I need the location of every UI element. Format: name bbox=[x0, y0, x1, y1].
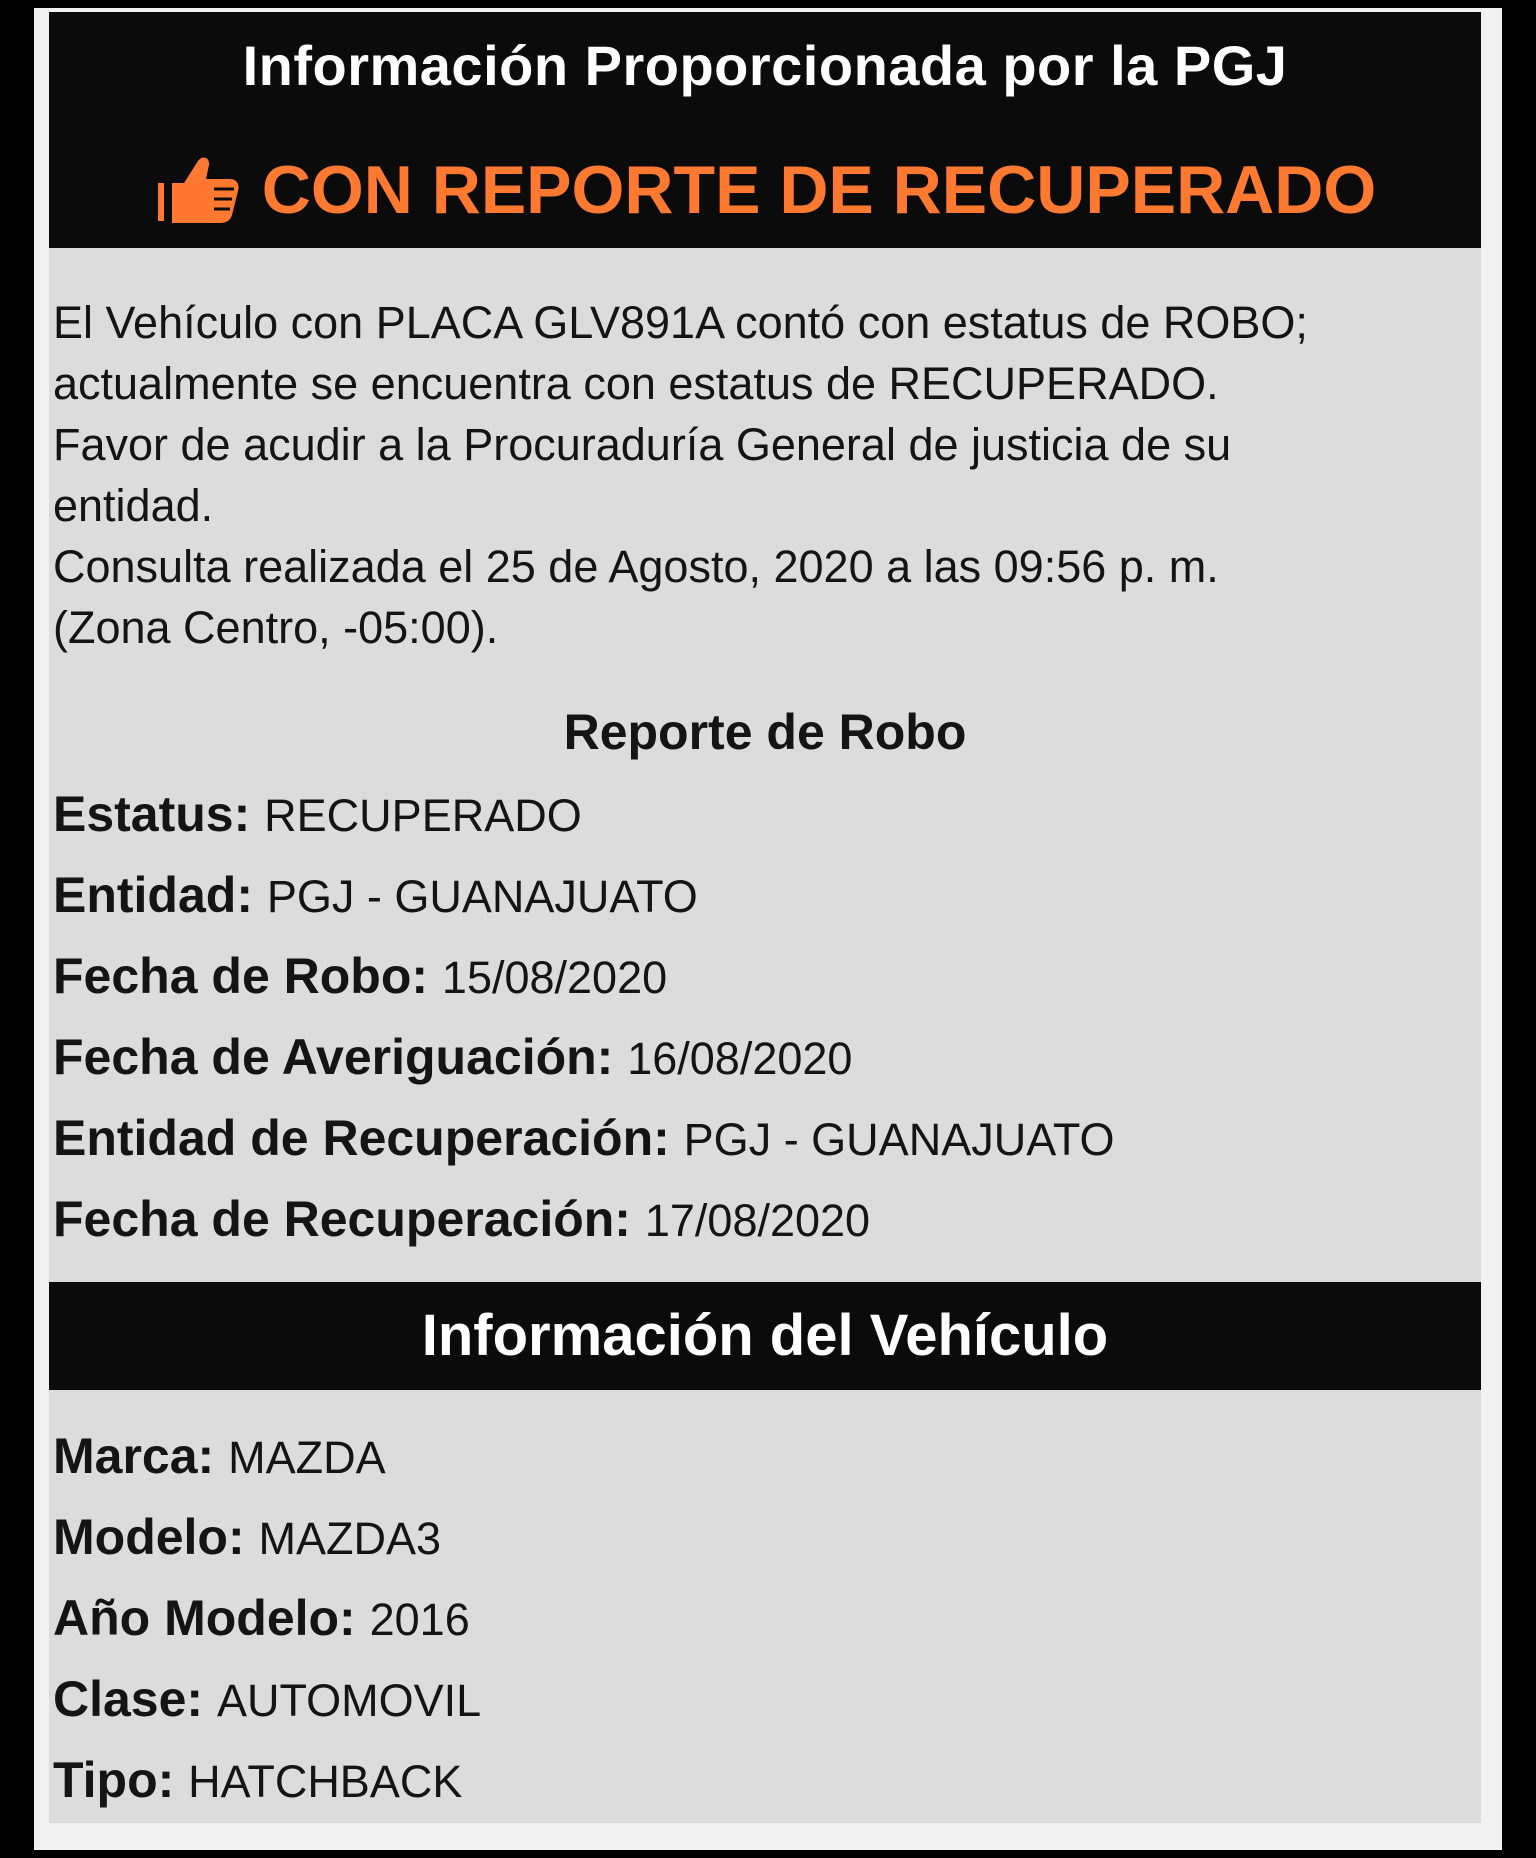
field-label: Clase: bbox=[53, 1671, 217, 1727]
field-entidad bbox=[53, 855, 1473, 936]
message-line: Favor de acudir a la Procuraduría General de justicia de su bbox=[53, 419, 1232, 470]
field-value: 2016 bbox=[369, 1594, 470, 1645]
field-value: PGJ - GUANAJUATO bbox=[683, 1114, 1115, 1165]
results-header bbox=[49, 12, 1481, 248]
field-fecha-recuperacion bbox=[53, 1179, 1473, 1260]
message-line: actualmente se encuentra con estatus de RECUPERADO. bbox=[53, 358, 1219, 409]
recovered-status-banner bbox=[49, 150, 1481, 230]
field-value: MAZDA3 bbox=[258, 1513, 442, 1564]
consult-timestamp: Consulta realizada el 25 de Agosto, 2020 a las 09:56 p. m. bbox=[53, 541, 1219, 592]
timezone-note: (Zona Centro, -05:00). bbox=[53, 602, 499, 653]
field-modelo bbox=[53, 1497, 1473, 1578]
field-label: Entidad de Recuperación: bbox=[53, 1110, 684, 1166]
vehicle-info-title: Información del Vehículo bbox=[421, 1303, 1109, 1368]
field-label: Entidad: bbox=[53, 867, 267, 923]
thumbs-up-icon bbox=[154, 155, 240, 225]
vehicle-info-fields bbox=[53, 1416, 1473, 1821]
field-label: Modelo: bbox=[53, 1509, 259, 1565]
field-label: Fecha de Robo: bbox=[53, 948, 442, 1004]
vehicle-info-header bbox=[49, 1282, 1481, 1390]
theft-report-title: Reporte de Robo bbox=[563, 704, 967, 760]
field-value: 16/08/2020 bbox=[627, 1033, 853, 1084]
screenshot-frame bbox=[34, 8, 1502, 1850]
field-estatus bbox=[53, 774, 1473, 855]
message-line: entidad. bbox=[53, 480, 214, 531]
field-label: Fecha de Averiguación: bbox=[53, 1029, 628, 1085]
field-label: Año Modelo: bbox=[53, 1590, 370, 1646]
field-label: Fecha de Recuperación: bbox=[53, 1191, 645, 1247]
field-label: Tipo: bbox=[53, 1752, 189, 1808]
field-entidad-recuperacion bbox=[53, 1098, 1473, 1179]
field-value: 15/08/2020 bbox=[441, 952, 668, 1003]
field-marca bbox=[53, 1416, 1473, 1497]
field-fecha-averiguacion bbox=[53, 1017, 1473, 1098]
field-value: 17/08/2020 bbox=[644, 1195, 871, 1246]
field-value: AUTOMOVIL bbox=[216, 1675, 482, 1726]
field-clase bbox=[53, 1659, 1473, 1740]
field-ano-modelo bbox=[53, 1578, 1473, 1659]
field-value: HATCHBACK bbox=[188, 1756, 463, 1807]
status-text: CON REPORTE DE RECUPERADO bbox=[261, 152, 1377, 228]
message-line: El Vehículo con PLACA GLV891A contó con estatus de ROBO; bbox=[53, 297, 1308, 348]
field-value: RECUPERADO bbox=[264, 790, 582, 841]
field-fecha-robo bbox=[53, 936, 1473, 1017]
field-label: Marca: bbox=[53, 1428, 229, 1484]
header-title: Información Proporcionada por la PGJ bbox=[242, 34, 1288, 97]
status-message bbox=[53, 292, 1473, 658]
theft-report-fields bbox=[53, 774, 1473, 1260]
field-label: Estatus: bbox=[53, 786, 265, 842]
field-tipo bbox=[53, 1740, 1473, 1821]
field-value: PGJ - GUANAJUATO bbox=[266, 871, 698, 922]
result-panel bbox=[49, 12, 1481, 1823]
field-value: MAZDA bbox=[228, 1432, 386, 1483]
